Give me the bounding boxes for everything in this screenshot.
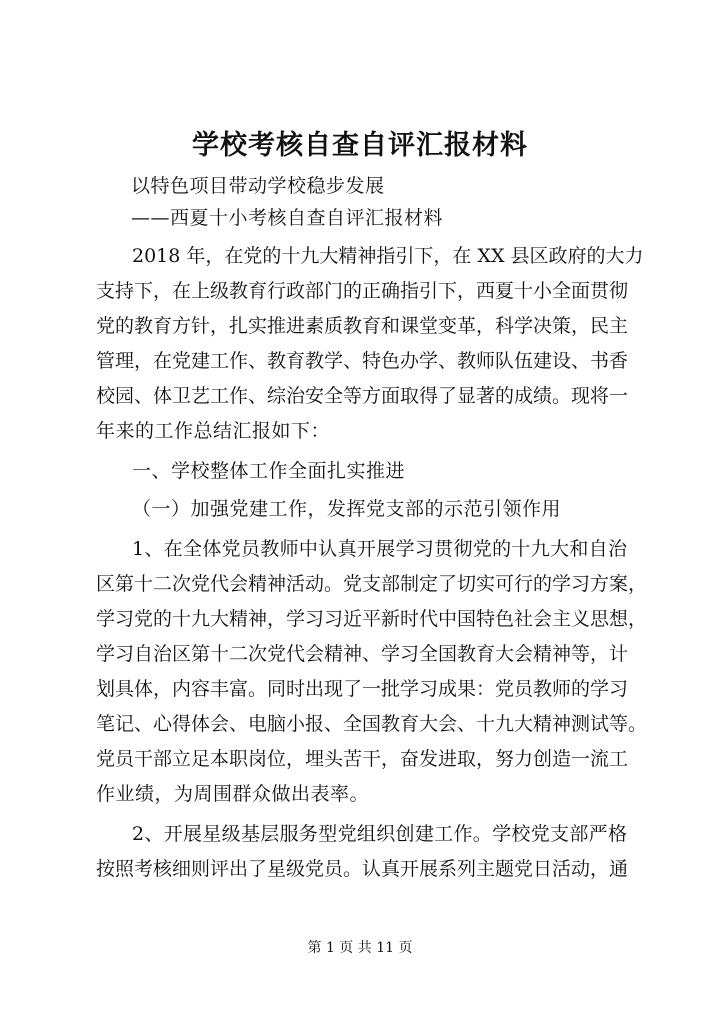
- body-line: 2、开展星级基层服务型党组织创建工作。学校党支部严格: [132, 823, 627, 845]
- document-title: 学校考核自查自评汇报材料: [192, 130, 528, 161]
- section-heading: 一、学校整体工作全面扎实推进: [132, 460, 406, 482]
- body-line: 党员干部立足本职岗位，埋头苦干，奋发进取，努力创造一流工: [96, 748, 629, 770]
- body-line: 学习自治区第十二次党代会精神、学习全国教育大会精神等，计: [96, 643, 629, 665]
- body-line: 作业绩，为周围群众做出表率。: [96, 783, 370, 805]
- body-line: 1、在全体党员教师中认真开展学习贯彻党的十九大和自治: [132, 538, 627, 560]
- body-line: 支持下，在上级教育行政部门的正确指引下，西夏十小全面贯彻: [96, 280, 629, 302]
- body-line: 笔记、心得体会、电脑小报、全国教育大会、十九大精神测试等。: [96, 713, 648, 735]
- body-line: 区第十二次党代会精神活动。党支部制定了切实可行的学习方案，: [96, 573, 648, 595]
- body-line: 校园、体卫艺工作、综治安全等方面取得了显著的成绩。现将一: [96, 385, 629, 407]
- body-line: 学习党的十九大精神，学习习近平新时代中国特色社会主义思想，: [96, 608, 648, 630]
- subsection-heading: （一）加强党建工作，发挥党支部的示范引领作用: [132, 498, 562, 520]
- body-line: 2018 年，在党的十九大精神指引下，在 XX 县区政府的大力: [132, 245, 644, 267]
- body-line: 年来的工作总结汇报如下：: [96, 420, 331, 442]
- subtitle-attribution-line: ——西夏十小考核自查自评汇报材料: [131, 207, 444, 229]
- body-line: 按照考核细则评出了星级党员。认真开展系列主题党日活动，通: [96, 858, 629, 880]
- body-line: 划具体，内容丰富。同时出现了一批学习成果：党员教师的学习: [96, 678, 629, 700]
- body-line: 管理，在党建工作、教育教学、特色办学、教师队伍建设、书香: [96, 350, 629, 372]
- page-number-footer: 第 1 页 共 11 页: [307, 940, 413, 956]
- subtitle-line: 以特色项目带动学校稳步发展: [131, 175, 385, 197]
- body-line: 党的教育方针，扎实推进素质教育和课堂变革，科学决策，民主: [96, 315, 629, 337]
